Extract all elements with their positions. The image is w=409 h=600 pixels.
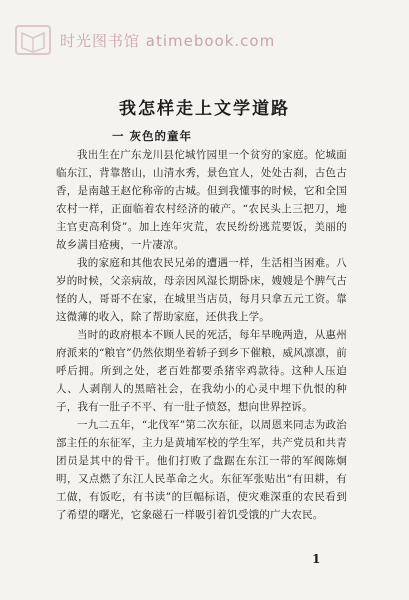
watermark xyxy=(14,20,394,60)
paragraph: 我的家庭和其他农民兄弟的遭遇一样，生活相当困难。八岁的时候，父亲病故，母亲因风湿长期卧床，嫂嫂是个脾气古怪的人，哥哥不在家，在城里当店员，每月只拿五元工资。靠这微薄的收入，除了帮助家庭，还供我上学。 xyxy=(56,257,347,323)
paragraph: 一九二五年，“北伐军”第二次东征，以周恩来同志为政治部主任的东征军，主力是黄埔军校的学生军，共产党员和共青团员是其中的骨干。他们打败了盘踞在东江一带的军阀陈炯明，又点燃了东江人民革命之火。东征军张贴出“有田耕，有工做，有饭吃，有书读”的巨幅标语，使灾难深重的农民看到了希望的曙光，它象磁石一样吸引着饥受饿的广大农民。 xyxy=(56,419,347,521)
page-number: 1 xyxy=(312,552,321,566)
body-text xyxy=(56,146,347,524)
paragraph: 当时的政府根本不顾人民的死活，每年旱晚两造，从惠州府派来的“粮官”仍然依期坐着轿子到乡下催粮，威风凛凛，前呼后拥。所到之处，老百姓都要杀猪宰鸡款待。这种人压迫人、人剥削人的黑暗社会，在我幼小的心灵中埋下仇恨的种子，我有一肚子不平、有一肚子愤怒，想向世界控诉。 xyxy=(56,329,347,413)
paragraph: 我出生在广东龙川县佗城竹园里一个贫穷的家庭。佗城面临东江，背靠嶅山，山清水秀，景色宜人，处处古刹，古色古香，是南越王赵佗称帝的古城。但到我懂事的时候，它和全国农村一样，正面临着农村经济的破产。“农民头上三把刀，地主官吏高利贷”。加上连年灾荒，农民纷纷逃荒要饭，美丽的故乡满目疮痍，一片凄凉。 xyxy=(56,149,347,251)
watermark-text: 时光图书馆 atimebook.com xyxy=(60,31,276,50)
chapter-title: 我怎样走上文学道路 xyxy=(119,99,290,119)
library-seal-icon xyxy=(14,24,52,56)
section-title: 一 灰色的童年 xyxy=(112,129,193,143)
